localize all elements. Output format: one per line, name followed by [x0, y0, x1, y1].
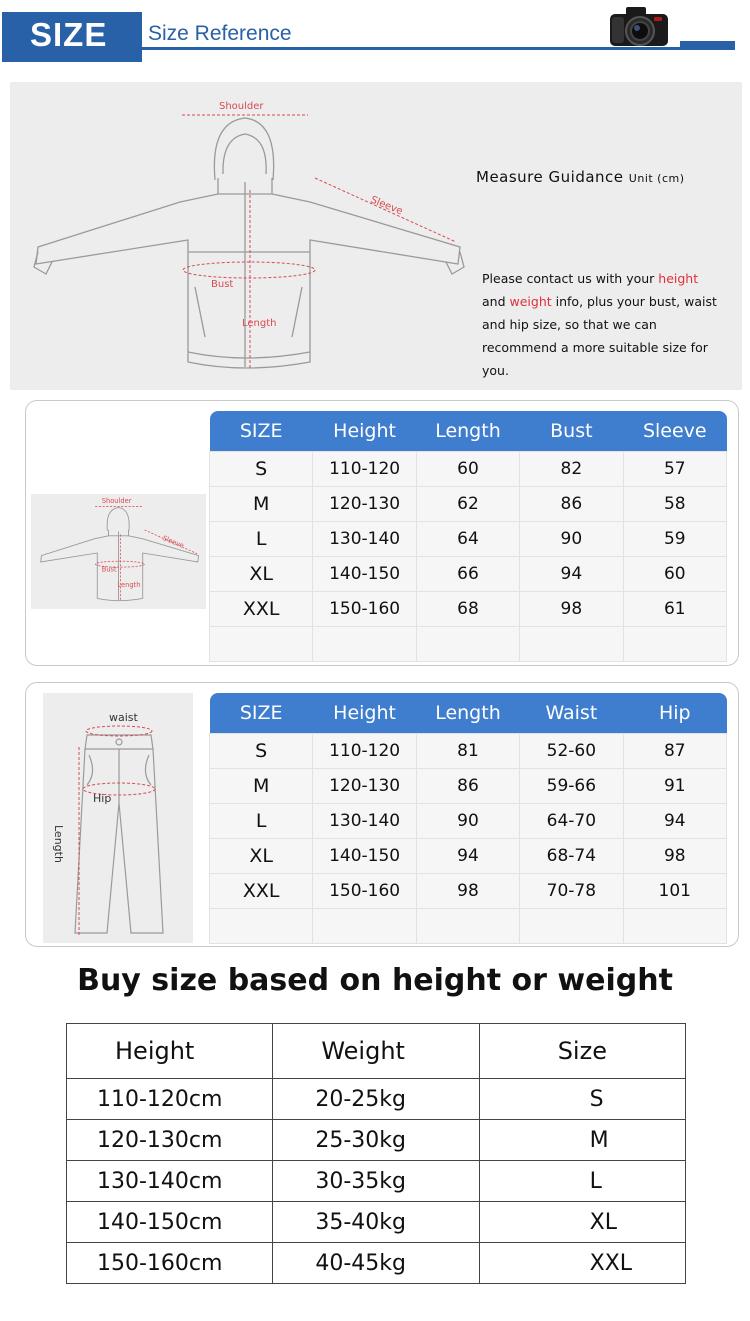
thumb-bust-label: Bust — [101, 565, 117, 574]
table-cell: 68-74 — [520, 838, 623, 873]
table-row — [210, 451, 727, 486]
table-cell: 120-130cm — [67, 1120, 273, 1161]
table-cell — [416, 626, 519, 661]
table-cell: 120-130 — [313, 768, 416, 803]
table-cell: XXL — [210, 591, 313, 626]
page-title: Size Reference — [148, 22, 292, 45]
table-cell: 130-140cm — [67, 1161, 273, 1202]
table-cell: 60 — [623, 556, 726, 591]
column-header: Waist — [520, 693, 623, 733]
top-size-card — [25, 400, 739, 666]
table-cell: 70-78 — [520, 873, 623, 908]
column-header: Bust — [520, 411, 623, 451]
table-row-empty — [210, 626, 727, 661]
column-header: Hip — [623, 693, 726, 733]
table-cell: 98 — [623, 838, 726, 873]
table-cell: 130-140 — [313, 803, 416, 838]
column-header: Height — [313, 411, 416, 451]
column-header: Sleeve — [623, 411, 726, 451]
table-cell: XXL — [479, 1243, 685, 1284]
header-divider-accent — [680, 41, 735, 48]
pants-length-label: Length — [52, 825, 65, 863]
table-cell: 64 — [416, 521, 519, 556]
table-cell: 90 — [416, 803, 519, 838]
column-header: Weight — [273, 1024, 479, 1079]
table-cell — [520, 908, 623, 943]
table-cell: 110-120 — [313, 733, 416, 768]
table-cell — [520, 626, 623, 661]
thumb-sleeve-label: Sleeve — [161, 534, 186, 550]
table-cell: 130-140 — [313, 521, 416, 556]
table-row — [210, 591, 727, 626]
table-cell: 101 — [623, 873, 726, 908]
table-cell — [416, 908, 519, 943]
jacket-measure-diagram — [10, 82, 480, 390]
column-header: Height — [67, 1024, 273, 1079]
table-cell: 94 — [416, 838, 519, 873]
table-cell: 64-70 — [520, 803, 623, 838]
table-cell: L — [479, 1161, 685, 1202]
table-header-row — [210, 693, 727, 733]
table-row — [67, 1202, 686, 1243]
measure-guidance-title — [476, 168, 685, 186]
table-cell: S — [210, 733, 313, 768]
table-cell: S — [210, 451, 313, 486]
table-cell: XXL — [210, 873, 313, 908]
waist-label: waist — [109, 711, 138, 724]
table-row — [210, 768, 727, 803]
table-cell: L — [210, 803, 313, 838]
unit-label: Unit (cm) — [628, 172, 685, 185]
table-row — [67, 1120, 686, 1161]
table-cell: 81 — [416, 733, 519, 768]
table-cell: 110-120cm — [67, 1079, 273, 1120]
table-cell: XL — [210, 838, 313, 873]
table-cell: 150-160 — [313, 591, 416, 626]
table-cell: 86 — [416, 768, 519, 803]
size-badge-label: SIZE — [30, 16, 108, 53]
guidance-highlight-height: height — [658, 271, 699, 286]
table-cell: 94 — [520, 556, 623, 591]
table-cell: XL — [479, 1202, 685, 1243]
table-cell: 52-60 — [520, 733, 623, 768]
camera-icon — [608, 4, 672, 48]
table-row — [210, 803, 727, 838]
bust-label: Bust — [211, 279, 234, 290]
table-header-row — [210, 411, 727, 451]
table-cell: 66 — [416, 556, 519, 591]
jacket-size-table — [209, 411, 727, 662]
table-cell: 87 — [623, 733, 726, 768]
table-cell: 62 — [416, 486, 519, 521]
pants-size-table — [209, 693, 727, 944]
guidance-paragraph — [482, 267, 732, 382]
height-weight-size-table — [66, 1023, 686, 1284]
jacket-thumbnail-icon — [31, 494, 206, 609]
table-cell: 140-150cm — [67, 1202, 273, 1243]
bottom-size-card — [25, 682, 739, 947]
table-cell: 59-66 — [520, 768, 623, 803]
table-cell: M — [210, 486, 313, 521]
guidance-text-part: info, plus your bust, waist and hip size, so that we can recommend a more suitable size for you. — [482, 294, 717, 378]
table-cell: 94 — [623, 803, 726, 838]
table-cell: L — [210, 521, 313, 556]
table-cell — [623, 908, 726, 943]
table-cell — [210, 626, 313, 661]
table-cell: M — [210, 768, 313, 803]
length-label: Length — [242, 318, 277, 329]
table-cell: 90 — [520, 521, 623, 556]
guidance-text-part: and — [482, 294, 510, 309]
table-cell: 91 — [623, 768, 726, 803]
table-cell: 40-45kg — [273, 1243, 479, 1284]
table-row — [210, 838, 727, 873]
table-cell: 35-40kg — [273, 1202, 479, 1243]
measure-guidance-panel — [10, 82, 742, 390]
table-cell: 20-25kg — [273, 1079, 479, 1120]
table-cell: 25-30kg — [273, 1120, 479, 1161]
table-cell: 60 — [416, 451, 519, 486]
jacket-thumbnail — [31, 494, 206, 609]
sleeve-label: Sleeve — [368, 194, 405, 218]
table-row — [67, 1161, 686, 1202]
table-row — [210, 486, 727, 521]
table-cell: 82 — [520, 451, 623, 486]
table-header-row — [67, 1024, 686, 1079]
hip-label: Hip — [93, 792, 112, 805]
measure-guidance-heading: Measure Guidance — [476, 168, 624, 186]
thumb-length-label: Length — [117, 581, 141, 590]
table-cell: 150-160cm — [67, 1243, 273, 1284]
table-cell: 30-35kg — [273, 1161, 479, 1202]
table-cell: 140-150 — [313, 556, 416, 591]
column-header: Length — [416, 411, 519, 451]
table-cell: 98 — [416, 873, 519, 908]
table-cell: 58 — [623, 486, 726, 521]
table-row — [67, 1243, 686, 1284]
column-header: SIZE — [210, 411, 313, 451]
column-header: SIZE — [210, 693, 313, 733]
table-cell: 86 — [520, 486, 623, 521]
table-cell: 68 — [416, 591, 519, 626]
column-header: Height — [313, 693, 416, 733]
pants-thumbnail — [43, 693, 193, 943]
table-cell — [313, 908, 416, 943]
table-row — [210, 873, 727, 908]
shoulder-label: Shoulder — [219, 101, 264, 112]
table-row-empty — [210, 908, 727, 943]
thumb-shoulder-label: Shoulder — [101, 497, 132, 506]
table-cell — [623, 626, 726, 661]
table-cell: 57 — [623, 451, 726, 486]
table-cell — [313, 626, 416, 661]
table-cell: 98 — [520, 591, 623, 626]
table-cell — [210, 908, 313, 943]
table-cell: S — [479, 1079, 685, 1120]
table-cell: 150-160 — [313, 873, 416, 908]
table-row — [210, 521, 727, 556]
table-row — [67, 1079, 686, 1120]
pants-measure-diagram — [43, 693, 193, 943]
table-cell: M — [479, 1120, 685, 1161]
guidance-highlight-weight: weight — [509, 294, 552, 309]
column-header: Length — [416, 693, 519, 733]
table-cell: 59 — [623, 521, 726, 556]
guidance-text-part: Please contact us with your — [482, 271, 659, 286]
column-header: Size — [479, 1024, 685, 1079]
table-cell: 140-150 — [313, 838, 416, 873]
table-row — [210, 556, 727, 591]
table-cell: 61 — [623, 591, 726, 626]
buy-size-heading: Buy size based on height or weight — [77, 963, 673, 998]
table-cell: 120-130 — [313, 486, 416, 521]
table-row — [210, 733, 727, 768]
table-cell: XL — [210, 556, 313, 591]
table-cell: 110-120 — [313, 451, 416, 486]
